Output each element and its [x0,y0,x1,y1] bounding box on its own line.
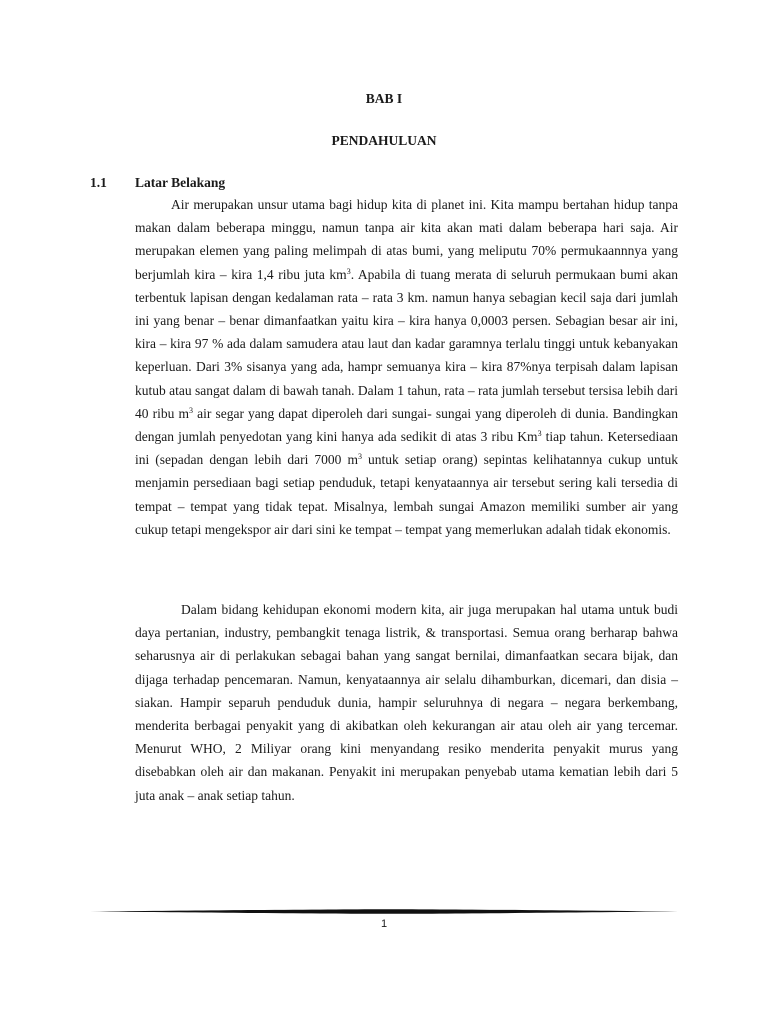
paragraph-1 [135,193,678,541]
page-number: 1 [380,918,388,930]
paragraph-1-text-3: air segar yang dapat diperoleh dari sungai- sungai yang diperoleh di dunia. Bandingkan dengan jumlah penyedotan yang kini hanya ada sedikit di atas 3 ribu Km [135,405,678,445]
paragraph-1-text-4: tiap tahun. Ketersediaan ini (sepadan dengan lebih dari 7000 m [135,429,678,468]
superscript-2: 3 [188,405,193,415]
chapter-heading: BAB I [365,91,403,106]
chapter-title: PENDAHULUAN [331,133,437,148]
paragraph-1-text-5: untuk setiap orang) sepintas kelihatannya cukup untuk menjamin persediaan bagi setiap penduduk, tetapi kenyataannya air tersebut sering kali tersedia di tempat – tempat yang tidak tepat. Misalnya, lembah sungai Amazon memiliki sumber air yang cukup tetapi mengekspor air dari sini ke tempat – tempat yang memerlukan adalah tidak ekonomis. [135,452,678,537]
section-heading [90,175,225,191]
superscript-1: 3 [346,266,351,276]
paragraph-2: Dalam bidang kehidupan ekonomi modern kita, air juga merupakan hal utama untuk budi daya pertanian, industry, pembangkit tenaga listrik, & transportasi. Semua orang berharap bahwa seharusnya air di perlakukan sebagai bahan yang sangat bernilai, dimanfaatkan secara bijak, dan dijaga terhadap pencemaran. Namun, kenyataannya air selalu dihamburkan, dicemari, dan disia – siakan. Hampir separuh penduduk dunia, hampir seluruhnya di negara – negara berkembang, menderita berbagai penyakit yang di akibatkan oleh kekurangan air atau oleh air yang tercemar. Menurut WHO, 2 Miliyar orang kini menyandang resiko menderita penyakit murus yang disebabkan oleh air dan makanan. Penyakit ini merupakan penyebab utama kematian lebih dari 5 juta anak – anak setiap tahun. [135,602,678,803]
paragraph-1-text-1: Air merupakan unsur utama bagi hidup kita di planet ini. Kita mampu bertahan hidup tanpa makan dalam beberapa minggu, namun tanpa air kita akan mati dalam beberapa hari saja. Air merupakan elemen yang paling melimpah di atas bumi, yang meliputu 70% permukaannnya yang berjumlah kira – kira 1,4 ribu juta km [135,197,678,282]
section-number: 1.1 [90,175,107,190]
superscript-3: 3 [537,429,542,439]
footer-rule [90,909,678,914]
superscript-4: 3 [357,452,362,462]
paragraph-1-text-2: . Apabila di tuang merata di seluruh permukaan bumi akan terbentuk lapisan dengan kedalaman rata – rata 3 km. namun hanya sebagian kecil saja dari jumlah ini yang benar – benar dimanfaatkan yaitu kira – kira hanya 0,0003 persen. Sebagian besar air ini, kira – kira 97 % ada dalam samudera atau laut dan kadar garamnya terlalu tinggi untuk kebanyakan keperluan. Dari 3% sisanya yang ada, hampr semuanya kira – kira 87%nya terpisah dalam lapisan kutub atau sangat dalam di bawah tanah. Dalam 1 tahun, rata – rata jumlah tersebut tersisa lebih dari 40 ribu m [135,266,679,421]
section-title: Latar Belakang [135,175,226,190]
